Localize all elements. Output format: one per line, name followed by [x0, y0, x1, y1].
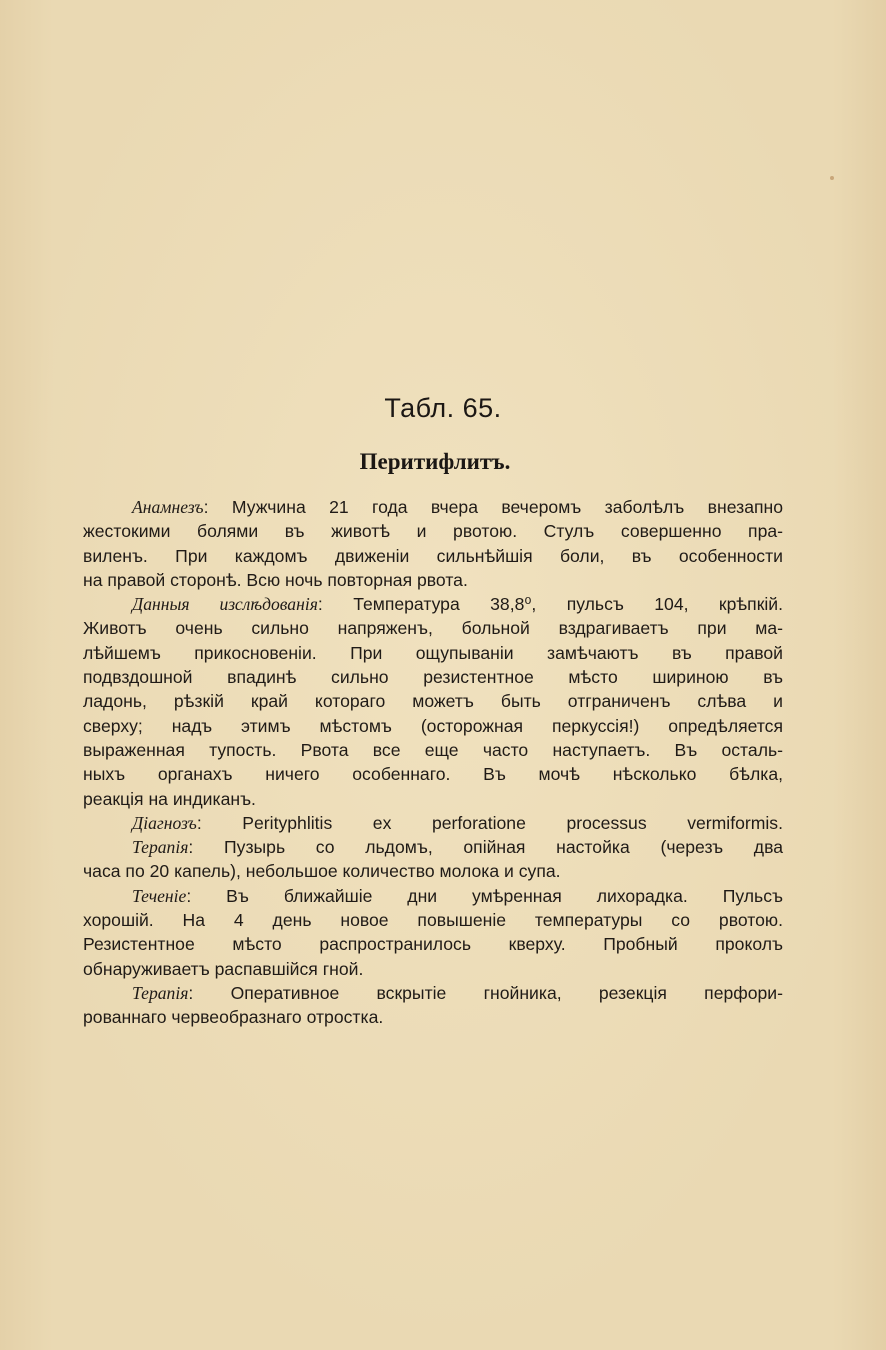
text-run: Пузырь со льдомъ, опійная настойка (черезъ два	[224, 837, 784, 858]
text-run: Мужчина 21 года вчера вечеромъ заболѣлъ внезапно	[231, 497, 784, 517]
section-label: Терапія	[132, 982, 189, 1003]
section-diagnosis	[83, 811, 783, 835]
text-line: лѣйшемъ прикосновеніи. При ощупываніи замѣчаютъ въ правой	[83, 642, 783, 663]
text-line: на правой сторонѣ. Всю ночь повторная рвота.	[83, 569, 468, 590]
text-line: виленъ. При каждомъ движеніи сильнѣйшія боли, въ особенности	[83, 545, 783, 566]
text-line: подвздошной впадинѣ сильно резистентное мѣсто шириною въ	[83, 667, 783, 688]
section-therapy-operative	[83, 981, 783, 1030]
section-course	[83, 884, 783, 981]
text-line: Терапія: Оперативное вскрытіе гнойника, резекція перфори-	[132, 982, 783, 1003]
text-line: Данныя изслѣдованія: Температура 38,8⁰, пульсъ 104, крѣпкій.	[132, 594, 784, 615]
text-line: ладонь, рѣзкій край котораго можетъ быть отграниченъ слѣва и	[83, 691, 783, 712]
text-line: часа по 20 капель), небольшое количество молока и супа.	[83, 861, 561, 882]
text-line: Животъ очень сильно напряженъ, больной вздрагиваетъ при ма-	[83, 618, 783, 639]
text-line: жестокими болями въ животѣ и рвотою. Стулъ совершенно пра-	[83, 521, 783, 542]
section-label: Діагнозъ	[132, 812, 197, 833]
section-anamnesis	[83, 495, 783, 592]
paper-speck	[830, 176, 834, 180]
text-line: Терапія: Пузырь со льдомъ, опійная настойка (черезъ два	[132, 837, 784, 858]
text-line: реакція на индиканъ.	[83, 788, 256, 809]
text-line: рованнаго червеобразнаго отростка.	[83, 1007, 384, 1028]
text-line: ныхъ органахъ ничего особеннаго. Въ мочѣ нѣсколько бѣлка,	[83, 764, 783, 785]
text-run: Perityphlitis ex perforatione processus vermiformis.	[242, 812, 783, 833]
text-line: Резистентное мѣсто распространилось кверху. Пробный проколъ	[83, 934, 783, 955]
text-line: Діагнозъ: Perityphlitis ex perforatione processus vermiformis.	[132, 812, 783, 833]
table-number: Табл. 65.	[384, 393, 502, 423]
section-label: Терапія	[132, 837, 189, 858]
text-line: сверху; надъ этимъ мѣстомъ (осторожная перкуссія!) опредѣляется	[83, 715, 783, 736]
text-line: обнаруживаетъ распавшійся гной.	[83, 958, 364, 979]
text-run: Оперативное вскрытіе гнойника, резекція перфори-	[230, 982, 783, 1003]
text-line: Теченіе: Въ ближайшіе дни умѣренная лихорадка. Пульсъ	[132, 885, 783, 906]
section-label: Данныя изслѣдованія	[132, 594, 318, 615]
section-examination	[83, 592, 783, 811]
table-title: Перитифлитъ.	[359, 449, 511, 474]
text-run: Температура 38,8⁰, пульсъ 104, крѣпкій.	[353, 594, 784, 615]
text-run: Въ ближайшіе дни умѣренная лихорадка. Пульсъ	[226, 885, 783, 906]
text-line: Анамнезъ: Мужчина 21 года вчера вечеромъ заболѣлъ внезапно	[132, 497, 784, 517]
section-label: Анамнезъ	[132, 497, 204, 517]
section-therapy	[83, 835, 783, 884]
case-text	[83, 495, 783, 1030]
text-line: выраженная тупость. Рвота все еще часто наступаетъ. Въ осталь-	[83, 739, 783, 760]
text-line: хорошій. На 4 день новое повышеніе температуры со рвотою.	[83, 910, 783, 931]
section-label: Теченіе	[132, 885, 187, 906]
